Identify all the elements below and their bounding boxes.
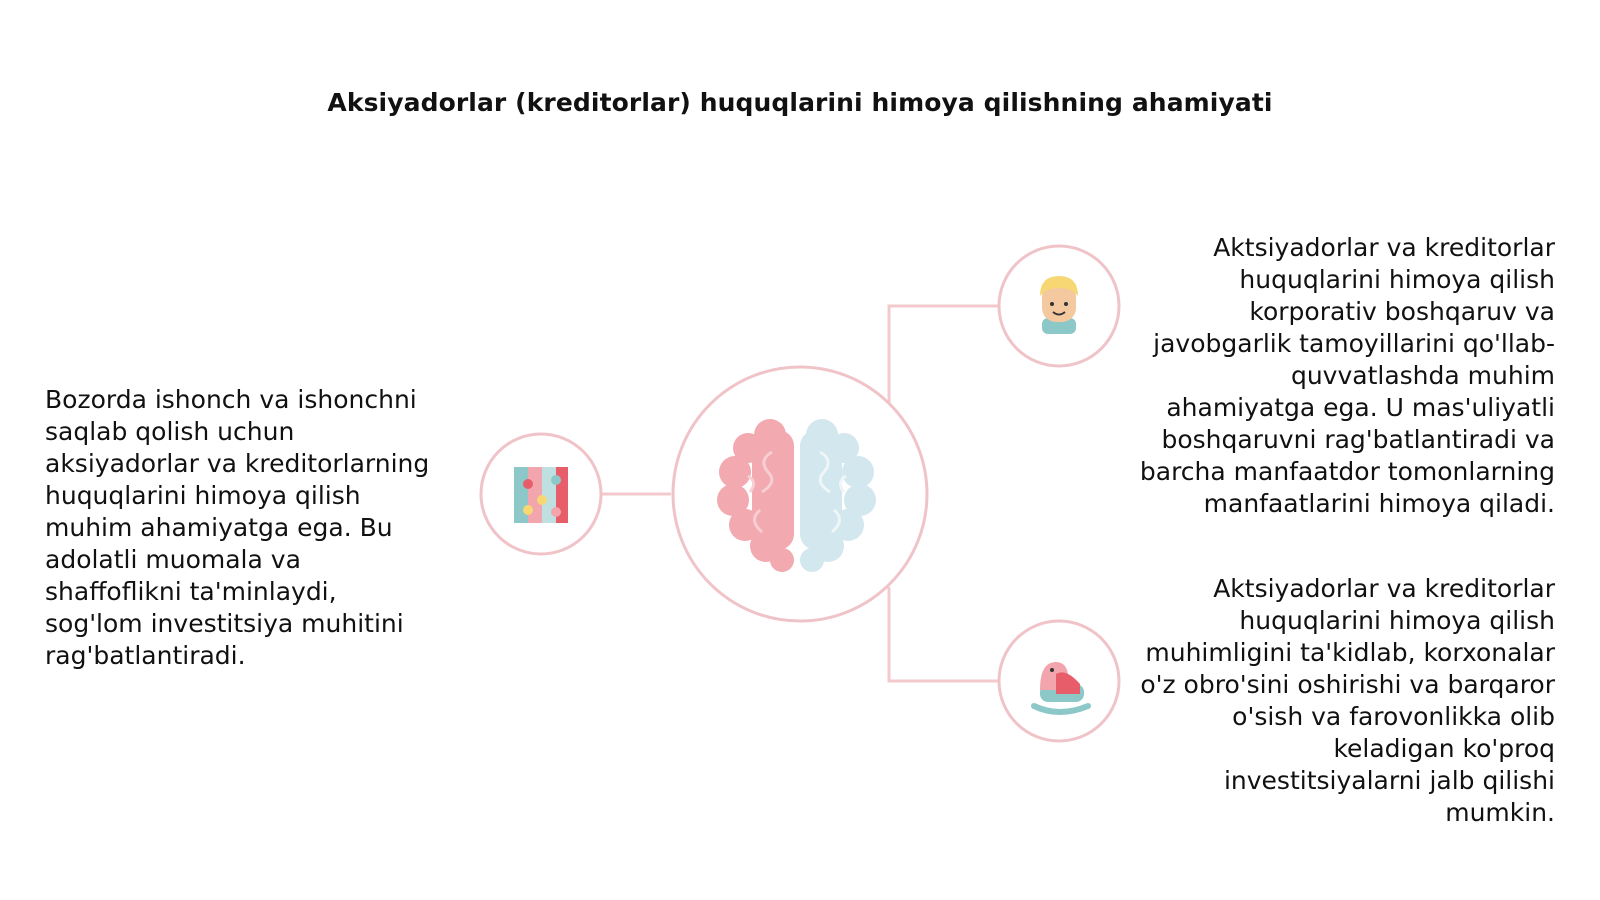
top-right-description: Aktsiyadorlar va kreditorlar huquqlarini himoya qilish korporativ boshqaruv va javobgarlik tamoyillarini qo'llab-quvvatlashda muhim ahamiyatga ega. U mas'uliyatli boshqaruvni rag'batlantiradi va barcha manfaatdor tomonlarning manfaatlarini himoya qiladi. (1139, 233, 1555, 518)
bottom-right-node (999, 621, 1119, 741)
top-right-node (999, 246, 1119, 366)
connector-bottom-right (889, 587, 998, 681)
puzzle-icon (514, 467, 568, 523)
bottom-right-description: Aktsiyadorlar va kreditorlar huquqlarini himoya qilish muhimligini ta'kidlab, korxonalar o'z obro'sini oshirishi va barqaror o'sish va farovonlikka olib keladigan ko'proq investitsiyalarni jalb qilishi mumkin. (1140, 574, 1555, 827)
center-node (673, 367, 927, 621)
page-title: Aksiyadorlar (kreditorlar) huquqlarini himoya qilishning ahamiyati (327, 88, 1273, 117)
left-description: Bozorda ishonch va ishonchni saqlab qolish uchun aksiyadorlar va kreditorlarning huquqlarini himoya qilish muhim ahamiyatga ega. Bu adolatli muomala va shaffoflikni ta'minlaydi, sog'lom investitsiya muhitini rag'batlantiradi. (45, 385, 430, 670)
connector-top-right (889, 306, 998, 403)
left-node (481, 434, 601, 554)
person-icon (1040, 276, 1078, 334)
